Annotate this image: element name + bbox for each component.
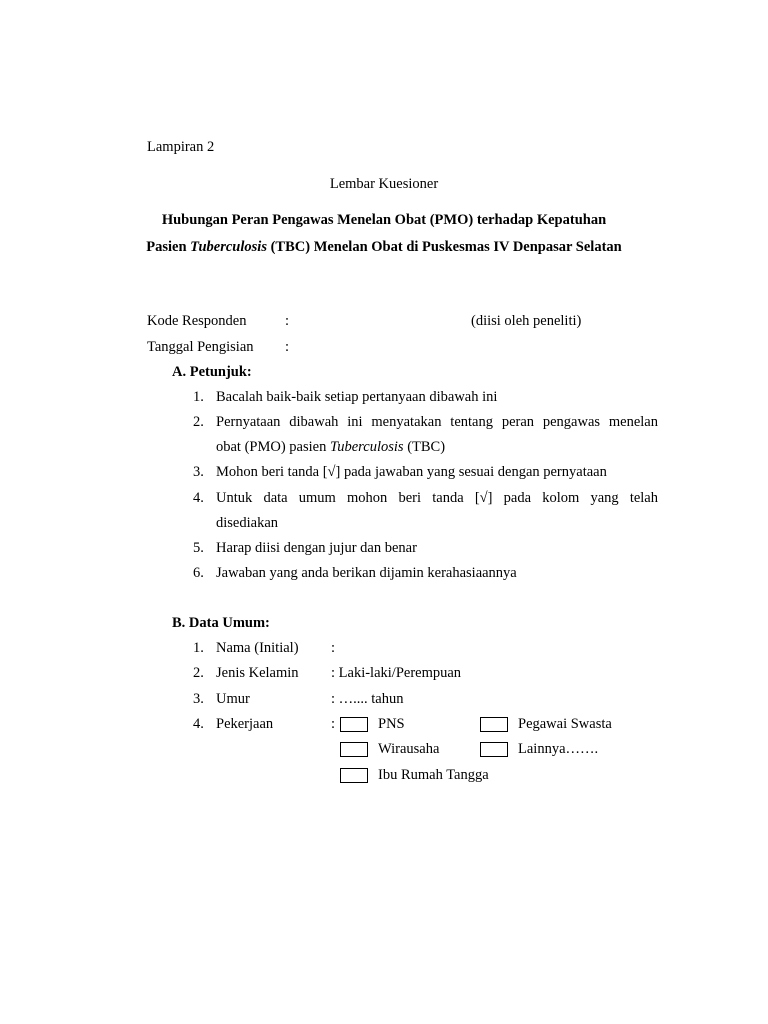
instruction-4-line-1: Untuk data umum mohon beri tanda [√] pada kolom yang telah (216, 490, 658, 506)
title-text: (TBC) Menelan Obat di Puskesmas IV Denpasar Selatan (266, 239, 622, 255)
list-item-number: 5. (193, 540, 204, 556)
checkbox-other[interactable] (480, 742, 508, 757)
sheet-title: Lembar Kuesioner (329, 176, 439, 192)
occupation-label: Pekerjaan (216, 716, 274, 732)
option-housewife-label: Ibu Rumah Tangga (378, 767, 489, 783)
list-item-number: 4. (193, 490, 204, 506)
list-item-number: 3. (193, 691, 204, 707)
instruction-4-line-2: disediakan (216, 515, 279, 531)
gender-field[interactable]: : Laki-laki/Perempuan (331, 665, 462, 681)
list-item-number: 6. (193, 565, 204, 581)
document-title-line-2 (0, 240, 768, 255)
section-b-title: B. Data Umum: (172, 615, 270, 631)
occupation-colon: : (331, 716, 336, 732)
list-item-number: 1. (193, 389, 204, 405)
instruction-text: obat (PMO) pasien (216, 439, 330, 455)
checkbox-entrepreneur[interactable] (340, 742, 368, 757)
instruction-6: Jawaban yang anda berikan dijamin kerahasiaannya (216, 565, 517, 581)
age-label: Umur (216, 691, 250, 707)
option-other-label: Lainnya……. (518, 741, 599, 757)
checkbox-private-employee[interactable] (480, 717, 508, 732)
option-private-employee-label: Pegawai Swasta (518, 716, 612, 732)
appendix-label: Lampiran 2 (147, 139, 215, 155)
list-item-number: 2. (193, 665, 204, 681)
instruction-2-line-2 (216, 440, 445, 455)
instruction-2-line-1: Pernyataan dibawah ini menyatakan tentang peran pengawas menelan (216, 414, 658, 430)
option-entrepreneur-label: Wirausaha (378, 741, 440, 757)
instruction-5: Harap diisi dengan jujur dan benar (216, 540, 417, 556)
document-title-line-1: Hubungan Peran Pengawas Menelan Obat (PMO) terhadap Kepatuhan (161, 212, 607, 228)
option-pns-label: PNS (378, 716, 405, 732)
list-item-number: 4. (193, 716, 204, 732)
instruction-text: (TBC) (403, 439, 446, 455)
fill-date-colon: : (285, 339, 290, 355)
respondent-code-label: Kode Responden (147, 313, 247, 329)
gender-label: Jenis Kelamin (216, 665, 299, 681)
instruction-3: Mohon beri tanda [√] pada jawaban yang sesuai dengan pernyataan (216, 464, 607, 480)
list-item-number: 3. (193, 464, 204, 480)
list-item-number: 2. (193, 414, 204, 430)
instruction-italic-term: Tuberculosis (329, 439, 404, 455)
name-field[interactable]: : (331, 640, 336, 656)
instruction-1: Bacalah baik-baik setiap pertanyaan dibawah ini (216, 389, 498, 405)
list-item-number: 1. (193, 640, 204, 656)
title-text: Pasien (146, 239, 191, 255)
fill-date-label: Tanggal Pengisian (147, 339, 254, 355)
checkbox-pns[interactable] (340, 717, 368, 732)
checkbox-housewife[interactable] (340, 768, 368, 783)
respondent-code-colon: : (285, 313, 290, 329)
title-italic-term: Tuberculosis (190, 239, 267, 255)
respondent-code-note: (diisi oleh peneliti) (471, 313, 582, 329)
name-label: Nama (Initial) (216, 640, 299, 656)
section-a-title: A. Petunjuk: (172, 364, 252, 380)
age-field[interactable]: : ….... tahun (331, 691, 404, 707)
